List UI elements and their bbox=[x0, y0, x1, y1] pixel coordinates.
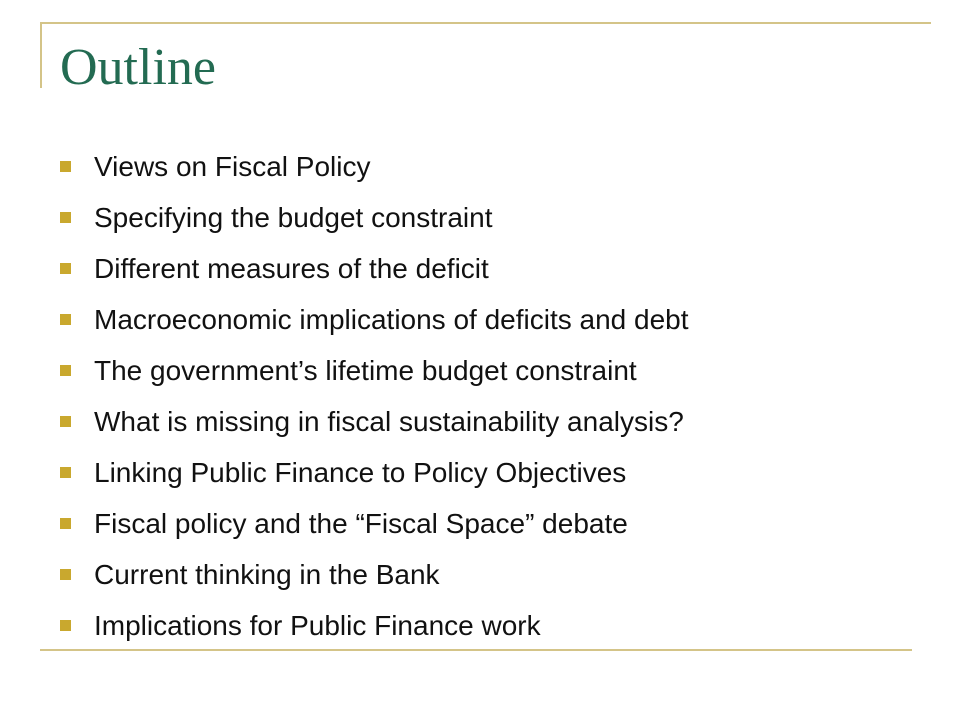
bullet-item bbox=[60, 294, 689, 345]
bullet-item bbox=[60, 549, 689, 600]
bullet-text: Current thinking in the Bank bbox=[94, 558, 440, 590]
bullet-item bbox=[60, 141, 689, 192]
square-bullet-icon bbox=[60, 314, 71, 325]
square-bullet-icon bbox=[60, 518, 71, 529]
bullet-text: The government’s lifetime budget constraint bbox=[94, 354, 637, 386]
square-bullet-icon bbox=[60, 620, 71, 631]
square-bullet-icon bbox=[60, 365, 71, 376]
bullet-text: Fiscal policy and the “Fiscal Space” debate bbox=[94, 507, 628, 539]
bullet-item bbox=[60, 192, 689, 243]
bullet-text: Different measures of the deficit bbox=[94, 252, 489, 284]
frame-left-line bbox=[40, 22, 42, 88]
bullet-text: Macroeconomic implications of deficits and debt bbox=[94, 303, 689, 335]
square-bullet-icon bbox=[60, 569, 71, 580]
bullet-text: What is missing in fiscal sustainability analysis? bbox=[94, 405, 684, 437]
square-bullet-icon bbox=[60, 212, 71, 223]
bullet-item bbox=[60, 498, 689, 549]
bullet-text: Implications for Public Finance work bbox=[94, 609, 541, 641]
bullet-text: Views on Fiscal Policy bbox=[94, 150, 371, 182]
square-bullet-icon bbox=[60, 416, 71, 427]
bullet-item bbox=[60, 396, 689, 447]
bullet-text: Linking Public Finance to Policy Objectives bbox=[94, 456, 627, 488]
square-bullet-icon bbox=[60, 161, 71, 172]
bullet-item bbox=[60, 243, 689, 294]
bullet-text: Specifying the budget constraint bbox=[94, 201, 493, 233]
bullet-item bbox=[60, 345, 689, 396]
bullet-item bbox=[60, 447, 689, 498]
bullet-list bbox=[60, 141, 689, 651]
square-bullet-icon bbox=[60, 467, 71, 478]
frame-top-line bbox=[40, 22, 931, 24]
bullet-item bbox=[60, 600, 689, 651]
slide-title: Outline bbox=[60, 39, 216, 96]
square-bullet-icon bbox=[60, 263, 71, 274]
